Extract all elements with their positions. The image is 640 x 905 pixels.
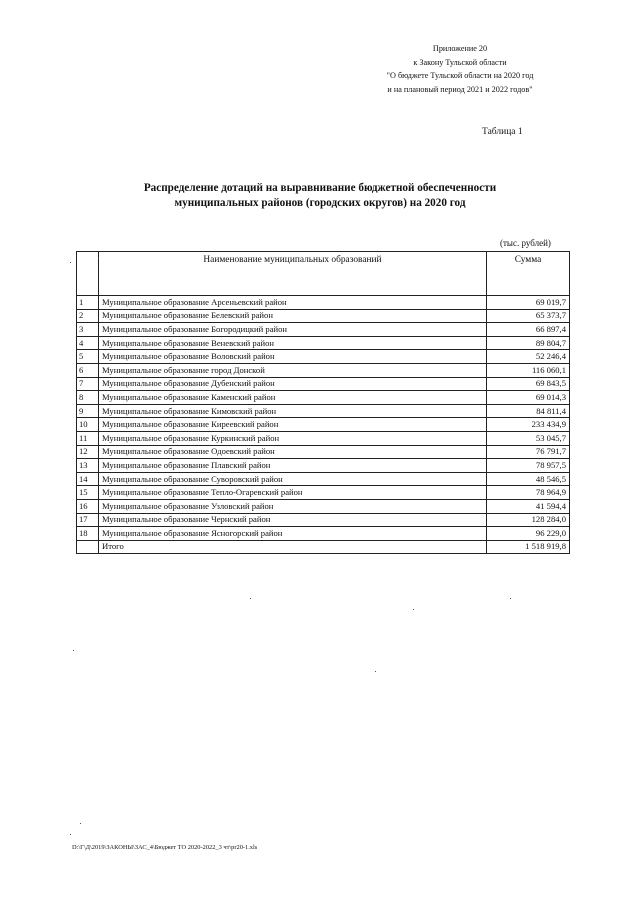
row-name-cell: Муниципальное образование Ясногорский район <box>99 527 487 541</box>
row-amount-cell: 233 434,9 <box>487 418 570 432</box>
row-number-cell: 2 <box>77 309 99 323</box>
row-amount-cell: 69 843,5 <box>487 377 570 391</box>
row-number-cell: 14 <box>77 472 99 486</box>
row-amount-cell: 1 518 919,8 <box>487 540 570 554</box>
row-amount-cell: 41 594,4 <box>487 499 570 513</box>
row-amount-cell: 69 019,7 <box>487 296 570 310</box>
row-name-cell: Муниципальное образование Белевский район <box>99 309 487 323</box>
row-name-cell: Итого <box>99 540 487 554</box>
row-amount-cell: 96 229,0 <box>487 527 570 541</box>
row-number-cell: 10 <box>77 418 99 432</box>
table-row <box>77 499 570 513</box>
row-amount-cell: 89 804,7 <box>487 336 570 350</box>
scan-speck <box>98 258 99 259</box>
row-number-cell: 5 <box>77 350 99 364</box>
row-name-cell: Муниципальное образование Тепло-Огаревский район <box>99 486 487 500</box>
row-number-cell: 6 <box>77 363 99 377</box>
row-amount-cell: 66 897,4 <box>487 323 570 337</box>
row-number-cell: 16 <box>77 499 99 513</box>
appendix-line: и на плановый период 2021 и 2022 годов" <box>387 84 533 94</box>
table-row <box>77 486 570 500</box>
scan-speck <box>250 598 251 599</box>
table-row <box>77 391 570 405</box>
row-name-cell: Муниципальное образование Веневский район <box>99 336 487 350</box>
row-name-cell: Муниципальное образование Суворовский район <box>99 472 487 486</box>
row-amount-cell: 53 045,7 <box>487 431 570 445</box>
row-name-cell: Муниципальное образование Плавский район <box>99 459 487 473</box>
scan-speck <box>413 609 414 610</box>
scan-speck <box>510 598 511 599</box>
title-line-2: муниципальных районов (городских округов) на 2020 год <box>174 197 466 209</box>
row-amount-cell: 78 957,5 <box>487 459 570 473</box>
row-name-cell: Муниципальное образование Кимовский район <box>99 404 487 418</box>
table-row <box>77 418 570 432</box>
row-name-cell: Муниципальное образование город Донской <box>99 363 487 377</box>
row-amount-cell: 52 246,4 <box>487 350 570 364</box>
table-row <box>77 309 570 323</box>
appendix-line: "О бюджете Тульской области на 2020 год <box>386 71 534 80</box>
row-number-cell: 8 <box>77 391 99 405</box>
row-number-cell: 3 <box>77 323 99 337</box>
document-title <box>60 181 580 211</box>
table-row <box>77 459 570 473</box>
table-header-row <box>77 252 570 296</box>
table-row <box>77 404 570 418</box>
row-name-cell: Муниципальное образование Арсеньевский район <box>99 296 487 310</box>
row-amount-cell: 76 791,7 <box>487 445 570 459</box>
row-amount-cell: 84 811,4 <box>487 404 570 418</box>
subsidy-table <box>76 251 570 554</box>
appendix-line: к Закону Тульской области <box>413 57 507 67</box>
row-amount-cell: 78 964,9 <box>487 486 570 500</box>
row-name-cell: Муниципальное образование Чернский район <box>99 513 487 527</box>
row-name-cell: Муниципальное образование Киреевский район <box>99 418 487 432</box>
row-number-cell: 7 <box>77 377 99 391</box>
row-number-cell: 1 <box>77 296 99 310</box>
scan-speck <box>375 671 376 672</box>
row-number-cell: 11 <box>77 431 99 445</box>
table-row <box>77 336 570 350</box>
row-amount-cell: 128 284,0 <box>487 513 570 527</box>
row-number-cell: 4 <box>77 336 99 350</box>
row-name-cell: Муниципальное образование Дубенский район <box>99 377 487 391</box>
total-row <box>77 540 570 554</box>
table-row <box>77 296 570 310</box>
table-row <box>77 445 570 459</box>
row-number-cell: 18 <box>77 527 99 541</box>
header-amount-cell: Сумма <box>487 252 570 296</box>
table-row <box>77 527 570 541</box>
table-row <box>77 377 570 391</box>
row-name-cell: Муниципальное образование Куркинский район <box>99 431 487 445</box>
row-amount-cell: 116 060,1 <box>487 363 570 377</box>
file-path-footer: D:\Г\Д\2019\ЗАКОНЫ\ЗАС_4\Бюджет ТО 2020-2022_3 чт\pr20-1.xls <box>72 844 258 851</box>
row-name-cell: Муниципальное образование Богородицкий район <box>99 323 487 337</box>
scan-speck <box>80 823 81 824</box>
table-row <box>77 472 570 486</box>
header-name-cell: Наименование муниципальных образований <box>99 252 487 296</box>
row-number-cell <box>77 540 99 554</box>
scan-speck <box>70 262 71 263</box>
table-row <box>77 431 570 445</box>
row-number-cell: 15 <box>77 486 99 500</box>
row-number-cell: 13 <box>77 459 99 473</box>
row-name-cell: Муниципальное образование Воловский район <box>99 350 487 364</box>
row-number-cell: 12 <box>77 445 99 459</box>
table-row <box>77 350 570 364</box>
row-amount-cell: 65 373,7 <box>487 309 570 323</box>
units-label: (тыс. рублей) <box>500 238 551 248</box>
appendix-reference <box>360 42 560 96</box>
row-number-cell: 9 <box>77 404 99 418</box>
row-amount-cell: 48 546,5 <box>487 472 570 486</box>
row-name-cell: Муниципальное образование Каменский район <box>99 391 487 405</box>
table-row <box>77 513 570 527</box>
table-number: Таблица 1 <box>482 127 523 137</box>
scan-speck <box>73 650 74 651</box>
row-name-cell: Муниципальное образование Одоевский район <box>99 445 487 459</box>
table-row <box>77 323 570 337</box>
table-row <box>77 363 570 377</box>
row-number-cell: 17 <box>77 513 99 527</box>
title-line-1: Распределение дотаций на выравнивание бюджетной обеспеченности <box>143 182 497 194</box>
header-number-cell <box>77 252 99 296</box>
row-amount-cell: 69 014,3 <box>487 391 570 405</box>
scan-speck <box>70 834 71 835</box>
appendix-line: Приложение 20 <box>432 44 488 53</box>
row-name-cell: Муниципальное образование Узловский район <box>99 499 487 513</box>
